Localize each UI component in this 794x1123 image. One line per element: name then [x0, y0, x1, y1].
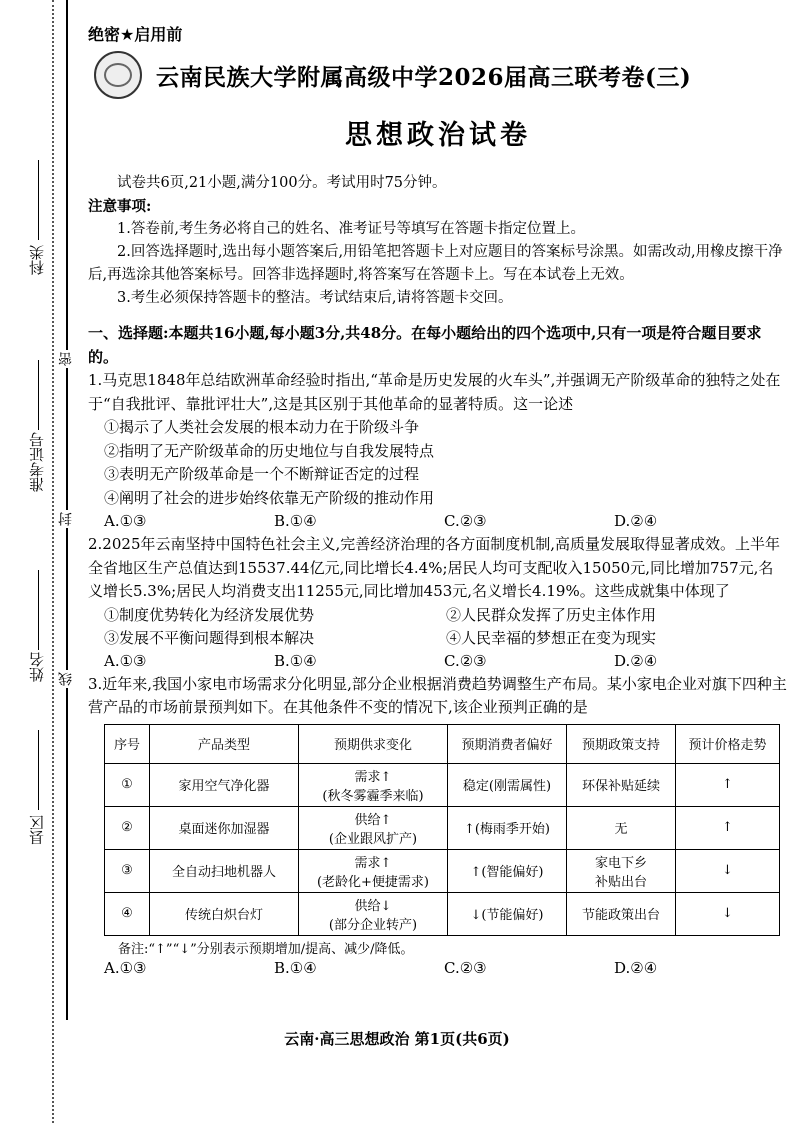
notice-title: 注意事项:: [88, 198, 152, 215]
policy-line: 节能政策出台: [581, 908, 660, 923]
q2-items-row: [88, 604, 788, 627]
notice-item: 3.考生必须保持答题卡的整洁。考试结束后,请将答题卡交回。: [117, 290, 513, 306]
q2-item: ④人民幸福的梦想正在变为现实: [446, 628, 657, 647]
table-cell: ③: [105, 849, 150, 892]
q1-options: [88, 510, 788, 533]
table-cell: ↑: [676, 763, 780, 806]
q2-option-b[interactable]: B.①④: [274, 651, 317, 670]
q1-option-b[interactable]: B.①④: [274, 512, 317, 530]
q1-item: ④阐明了社会的进步始终依靠无产阶级的推动作用: [104, 488, 435, 507]
q3-note: 备注:“↑”“↓”分别表示预期增加/提高、减少/降低。: [118, 941, 414, 957]
subject-title: 思想政治试卷: [345, 120, 531, 151]
table-header-cell: 预期政策支持: [567, 724, 676, 763]
table-cell: ↓(节能偏好): [448, 892, 567, 935]
supply-demand-change: 供给↑: [354, 812, 392, 828]
table-header-row: [105, 724, 780, 763]
seal-word-feng: 封: [58, 512, 74, 526]
q3-option-d[interactable]: D.②④: [614, 958, 658, 977]
supply-demand-change: 需求↑: [354, 855, 392, 871]
q2-item: ③发展不平衡问题得到根本解决: [104, 628, 315, 647]
table-cell: [299, 849, 448, 892]
field-label-subject: 科类: [28, 245, 46, 275]
policy-line: 补贴出台: [594, 874, 647, 890]
table-cell: ↑: [676, 806, 780, 849]
seal-word-mi: 密: [58, 352, 74, 366]
school-title: 云南民族大学附属高级中学2026届高三联考卷(三): [156, 63, 692, 91]
field-label-name: 姓名: [28, 652, 46, 682]
table-cell: ↓: [676, 892, 780, 935]
table-cell: ①: [105, 763, 150, 806]
table-header-cell: 预计价格走势: [676, 724, 780, 763]
table-row: [105, 849, 780, 892]
table-cell: [567, 806, 676, 849]
q2-item: ②人民群众发挥了历史主体作用: [446, 605, 657, 624]
table-cell: 传统白炽台灯: [150, 892, 299, 935]
notice-item: 1.答卷前,考生务必将自己的姓名、准考证号等填写在答题卡指定位置上。: [117, 221, 585, 237]
table-header-cell: 预期消费者偏好: [448, 724, 567, 763]
q2-option-c[interactable]: C.②③: [444, 651, 487, 670]
table-row: [105, 763, 780, 806]
binding-margin: [0, 0, 90, 1123]
field-label-exam-number: 准考证号: [28, 432, 46, 492]
exam-summary: 试卷共6页,21小题,满分100分。考试用时75分钟。: [117, 175, 447, 191]
table-cell: 全自动扫地机器人: [150, 849, 299, 892]
q2-option-a[interactable]: A.①③: [104, 651, 147, 670]
table-cell: [567, 763, 676, 806]
table-row: [105, 806, 780, 849]
exam-page: [88, 22, 788, 980]
school-logo-icon: [94, 51, 142, 99]
table-cell: [299, 892, 448, 935]
supply-demand-change: 供给↓: [354, 898, 392, 914]
table-cell: [567, 892, 676, 935]
field-underline: [38, 730, 39, 810]
supply-demand-reason: (秋冬雾霾季来临): [322, 788, 424, 804]
q1-item: ③表明无产阶级革命是一个不断辩证否定的过程: [104, 465, 420, 483]
table-header-cell: 产品类型: [150, 724, 299, 763]
binding-dotted-line: [52, 0, 54, 1123]
q2-options: [88, 650, 788, 673]
q3-option-a[interactable]: A.①③: [104, 958, 147, 977]
notice-item: 2.回答选择题时,选出每小题答案后,用铅笔把答题卡上对应题目的答案标号涂黑。如需改动,用橡皮擦干净后,再选涂其他答案标号。回答非选择题时,将答案写在答题卡上。写在本试卷上无效。: [88, 244, 783, 283]
table-header-cell: 序号: [105, 724, 150, 763]
table-cell: [567, 849, 676, 892]
q1-stem: 1.马克思1848年总结欧洲革命经验时指出,“革命是历史发展的火车头”,并强调无产阶级革命的独特之处在于“自我批评、靠批评壮大”,这是其区别于其他革命的显著特质。这一论述: [88, 371, 781, 413]
field-underline: [38, 360, 39, 430]
table-cell: 稳定(刚需属性): [448, 763, 567, 806]
table-cell: ④: [105, 892, 150, 935]
q1-item: ①揭示了人类社会发展的根本动力在于阶级斗争: [104, 418, 420, 436]
policy-line: 无: [614, 822, 628, 837]
table-row: [105, 892, 780, 935]
q2-stem: 2.2025年云南坚持中国特色社会主义,完善经济治理的各方面制度机制,高质量发展取得显著成效。上半年全省地区生产总值达到15537.44亿元,同比增长4.4%;居民人均可支配收入15050元,同比增加757元,名义增长5.3%;居民人均消费支出11255元,同比增加453元,名义增长4.19%。这些成就集中体现了: [88, 535, 781, 600]
q1-item: ②指明了无产阶级革命的历史地位与自我发展特点: [104, 441, 435, 460]
supply-demand-change: 需求↑: [354, 769, 392, 785]
supply-demand-reason: (部分企业转产): [328, 917, 418, 933]
table-cell: 家用空气净化器: [150, 763, 299, 806]
q1-option-c[interactable]: C.②③: [444, 512, 487, 530]
school-header: [88, 51, 788, 99]
q3-stem: 3.近年来,我国小家电市场需求分化明显,部分企业根据消费趋势调整生产布局。某小家电企业对旗下四种主营产品的市场前景预判如下。在其他条件不变的情况下,该企业预判正确的是: [88, 674, 787, 716]
table-cell: [299, 806, 448, 849]
seal-word-xian: 线: [58, 672, 74, 686]
table-cell: [299, 763, 448, 806]
q1-option-d[interactable]: D.②④: [614, 512, 658, 530]
q3-option-c[interactable]: C.②③: [444, 958, 487, 977]
q2-option-d[interactable]: D.②④: [614, 651, 658, 670]
table-cell: ↓: [676, 849, 780, 892]
q3-option-b[interactable]: B.①④: [274, 958, 317, 977]
q1-option-a[interactable]: A.①③: [104, 512, 147, 530]
page-footer: 云南·高三思想政治 第1页(共6页): [284, 1030, 510, 1048]
secret-label: 绝密★启用前: [88, 25, 183, 44]
table-cell: ↑(智能偏好): [448, 849, 567, 892]
table-header-cell: 预期供求变化: [299, 724, 448, 763]
supply-demand-reason: (老龄化+便捷需求): [316, 874, 430, 890]
policy-line: 环保补贴延续: [581, 779, 660, 794]
field-label-county: 县区: [28, 815, 46, 845]
field-underline: [38, 570, 39, 650]
q3-table: [104, 724, 780, 936]
q2-items-row: [88, 627, 788, 650]
section-title: 一、选择题:本题共16小题,每小题3分,共48分。在每小题给出的四个选项中,只有一项是符合题目要求的。: [88, 324, 762, 366]
supply-demand-reason: (企业跟风扩产): [328, 831, 418, 847]
field-underline: [38, 160, 39, 240]
table-cell: ↑(梅雨季开始): [448, 806, 567, 849]
table-cell: ②: [105, 806, 150, 849]
table-cell: 桌面迷你加湿器: [150, 806, 299, 849]
q3-options: [88, 957, 788, 980]
q2-item: ①制度优势转化为经济发展优势: [104, 605, 315, 624]
policy-line: 家电下乡: [594, 855, 647, 871]
